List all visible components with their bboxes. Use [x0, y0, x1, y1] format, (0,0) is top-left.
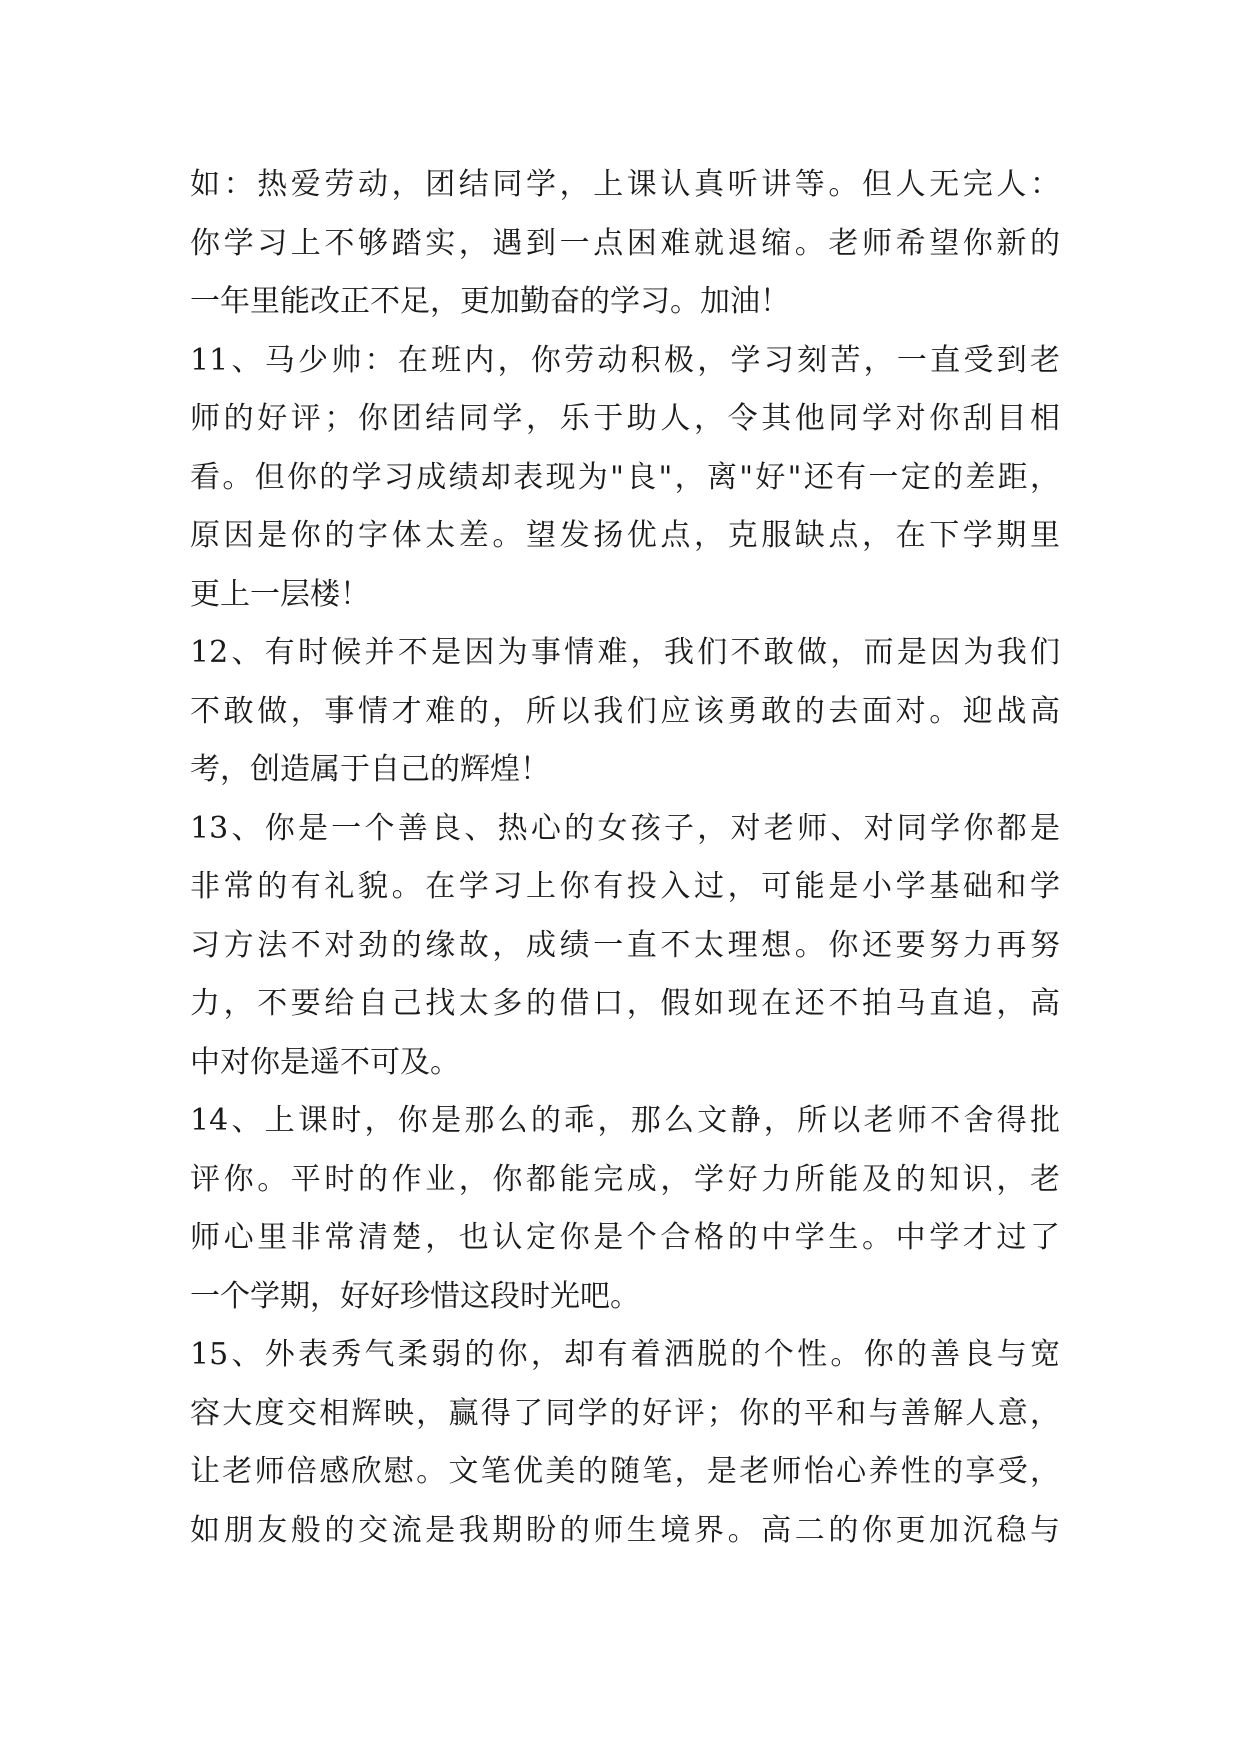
text-line: 看。但你的学习成绩却表现为"良"，离"好"还有一定的差距，	[190, 459, 1060, 495]
text-line: 一年里能改正不足，更加勤奋的学习。加油！	[190, 284, 790, 319]
text-line: 一个学期，好好珍惜这段时光吧。	[190, 1278, 640, 1314]
text-line: 更上一层楼！	[190, 576, 370, 612]
text-line: 14、上课时，你是那么的乖，那么文静，所以老师不舍得批	[190, 1103, 1060, 1138]
text-line: 如朋友般的交流是我期盼的师生境界。高二的你更加沉稳与	[190, 1512, 1060, 1548]
text-line: 习方法不对劲的缘故，成绩一直不太理想。你还要努力再努	[190, 927, 1060, 963]
text-line: 容大度交相辉映，赢得了同学的好评；你的平和与善解人意，	[190, 1395, 1060, 1431]
text-line: 如：热爱劳动，团结同学，上课认真听讲等。但人无完人：	[190, 167, 1060, 202]
text-line: 中对你是遥不可及。	[190, 1044, 460, 1080]
text-line: 15、外表秀气柔弱的你，却有着洒脱的个性。你的善良与宽	[190, 1337, 1060, 1372]
text-line: 原因是你的字体太差。望发扬优点，克服缺点，在下学期里	[190, 518, 1060, 553]
text-line: 不敢做，事情才难的，所以我们应该勇敢的去面对。迎战高	[190, 693, 1060, 729]
text-line: 13、你是一个善良、热心的女孩子，对老师、对同学你都是	[190, 810, 1060, 846]
comment-text-block	[190, 156, 1060, 1560]
text-line: 师心里非常清楚，也认定你是个合格的中学生。中学才过了	[190, 1220, 1060, 1255]
text-line: 让老师倍感欣慰。文笔优美的随笔，是老师怡心养性的享受，	[190, 1454, 1060, 1489]
text-line: 12、有时候并不是因为事情难，我们不敢做，而是因为我们	[190, 635, 1060, 670]
text-line: 师的好评；你团结同学，乐于助人，令其他同学对你刮目相	[190, 401, 1060, 436]
text-line: 评你。平时的作业，你都能完成，学好力所能及的知识，老	[190, 1161, 1060, 1197]
text-line: 你学习上不够踏实，遇到一点困难就退缩。老师希望你新的	[190, 225, 1060, 261]
text-line: 考，创造属于自己的辉煌！	[190, 752, 550, 787]
text-line: 力，不要给自己找太多的借口，假如现在还不拍马直追，高	[190, 986, 1060, 1021]
text-line: 非常的有礼貌。在学习上你有投入过，可能是小学基础和学	[190, 869, 1060, 904]
text-line: 11、马少帅：在班内，你劳动积极，学习刻苦，一直受到老	[190, 342, 1060, 378]
